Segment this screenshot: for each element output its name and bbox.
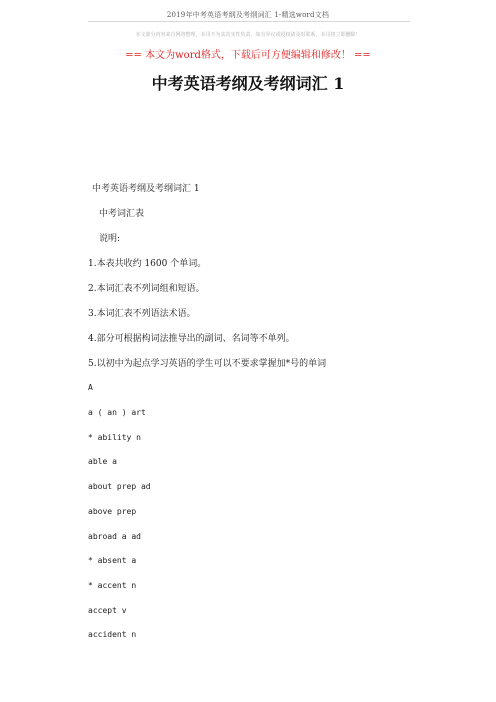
disclaimer-text: 本文部分内容来自网络整理，本司不为其真实性负责，如有异议或侵权请及时联系，本司将立即删除！ — [135, 32, 361, 38]
vocab-entry: able a — [88, 457, 117, 466]
body-line: 3.本词汇表不列语法术语。 — [88, 309, 196, 319]
body-line: 说明: — [99, 234, 121, 244]
vocab-entry: a ( an ) art — [88, 408, 146, 417]
vocab-entry: above prep — [88, 507, 137, 516]
body-line: 1.本表共收约 1600 个单词。 — [88, 259, 207, 269]
vocab-entry: * absent a — [88, 556, 137, 565]
body-line: 5.以初中为起点学习英语的学生可以不要求掌握加*号的单词 — [88, 359, 327, 369]
body-line: 2.本词汇表不列词组和短语。 — [88, 284, 205, 294]
vocab-entry: * accent n — [88, 581, 137, 590]
vocab-entry: * ability n — [88, 433, 141, 442]
word-format-notice: == 本文为word格式，下载后可方便编辑和修改！ == — [125, 50, 371, 61]
vocab-entry: accident n — [88, 630, 137, 639]
body-line: 4.部分可根据构词法推导出的副词、名词等不单列。 — [88, 334, 295, 344]
document-title: 中考英语考纲及考纲词汇 1 — [151, 74, 345, 93]
page-header-title: 2019年中考英语考纲及考纲词汇 1-精选word文档 — [166, 11, 330, 19]
vocab-entry: accept v — [88, 606, 127, 615]
body-line: 中考词汇表 — [99, 209, 145, 219]
header-divider — [88, 21, 410, 22]
body-line: 中考英语考纲及考纲词汇 1 — [92, 184, 200, 194]
vocab-entry: abroad a ad — [88, 532, 141, 541]
vocab-entry: A — [88, 383, 93, 392]
vocab-entry: about prep ad — [88, 482, 151, 491]
